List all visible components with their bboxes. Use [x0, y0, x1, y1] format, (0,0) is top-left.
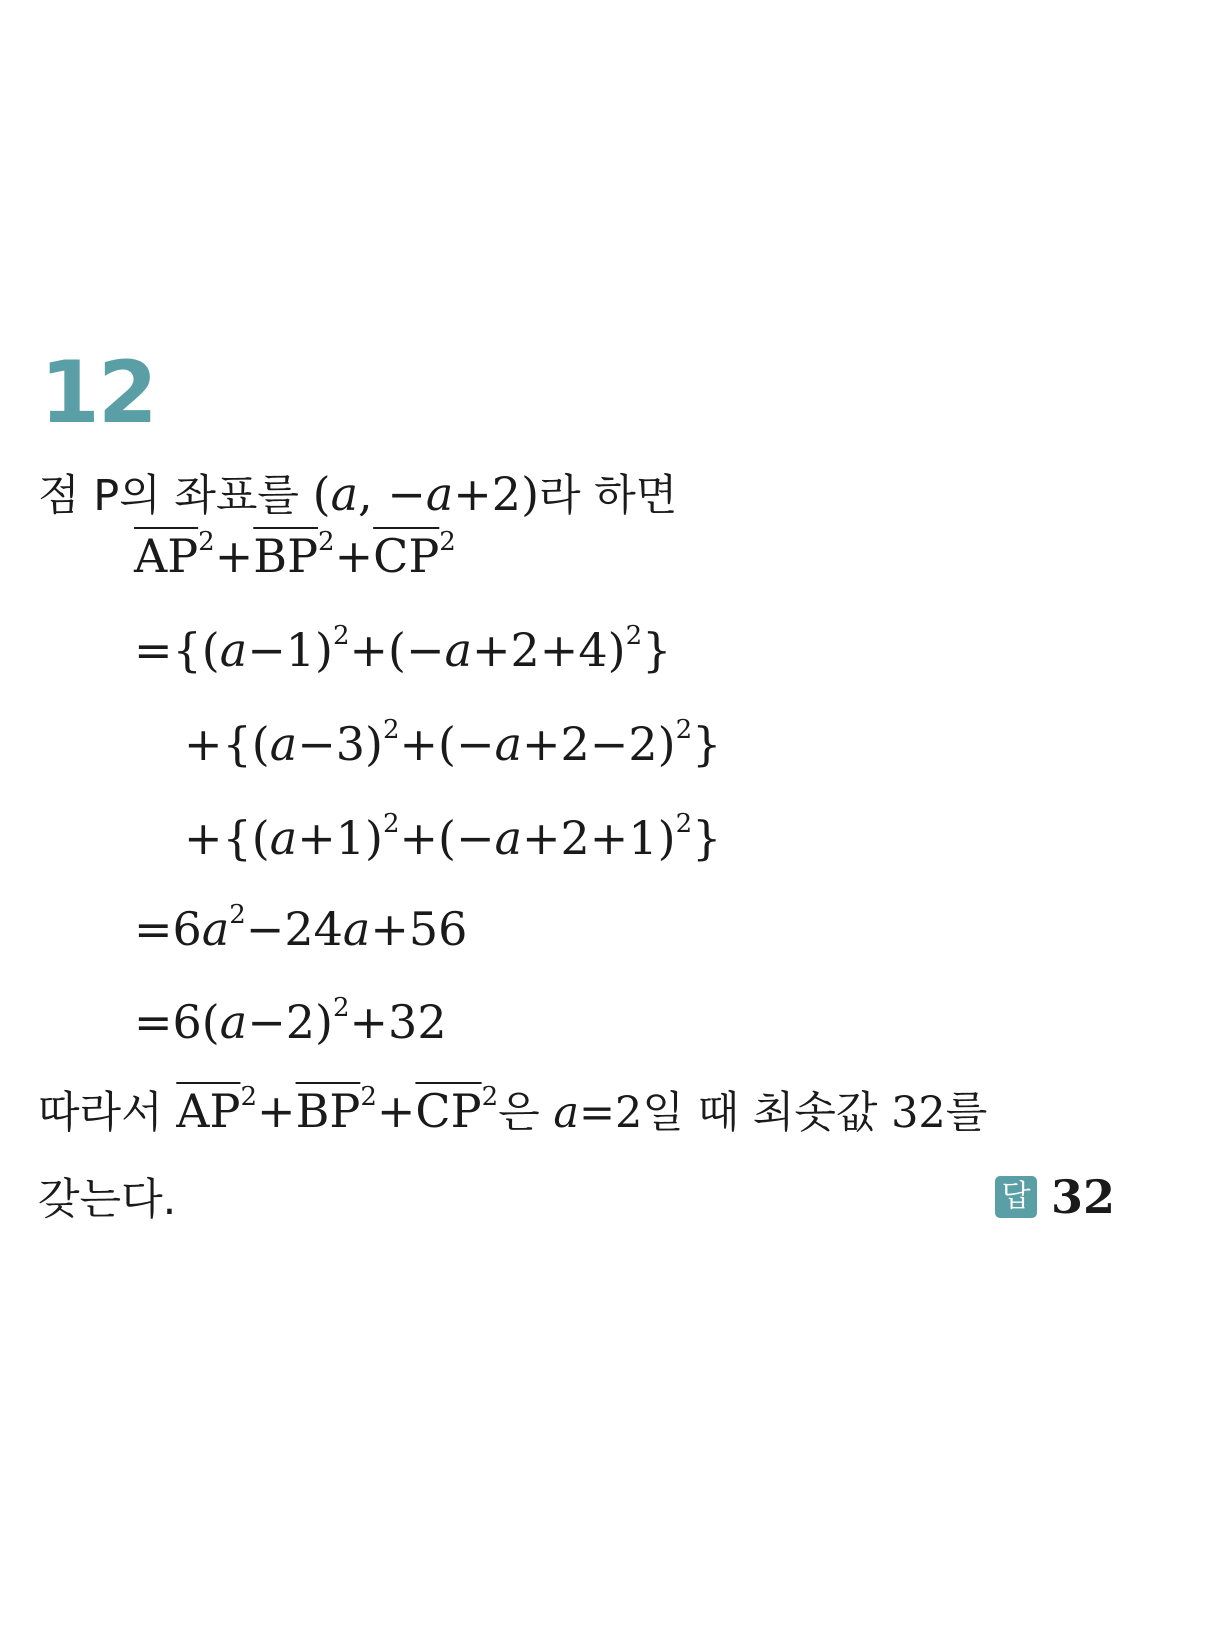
quadratic-render: $=6a^2-24a+56$ [134, 900, 468, 956]
answer-value: 32 [1050, 1170, 1115, 1224]
expansion-2-render: $+\{(a-3)^2+(-a+2-2)^2\}$ [184, 715, 722, 771]
answer-badge: 답 [995, 1176, 1037, 1218]
completed-square-line [134, 994, 447, 1050]
expansion-line-2 [184, 716, 721, 772]
conclusion-mid-render: 은 a=2일 때 최솟값 32를 [498, 1088, 988, 1138]
intro-line [38, 466, 677, 524]
conclusion-end-line [38, 1170, 176, 1228]
conclusion-sum-render: $\overline{AP}^2+\overline{BP}^2+\overline{CP}^2$ [176, 1082, 499, 1138]
conclusion-line [38, 1083, 987, 1141]
expansion-line-1 [134, 622, 671, 678]
intro-text-1: 점 P의 좌표를 [38, 471, 313, 521]
intro-text-2: 라 하면 [539, 471, 678, 521]
conclusion-end: 갖는다. [38, 1175, 177, 1225]
conclusion-prefix: 따라서 [38, 1088, 177, 1138]
sum-of-squares-line [134, 528, 456, 584]
completed-square-render: $=6(a-2)^2+32$ [134, 993, 447, 1049]
point-coordinates-render: (a, −a+2) [312, 467, 540, 521]
answer-box [995, 1172, 1115, 1222]
expansion-line-3 [184, 810, 721, 866]
problem-number: 12 [40, 343, 156, 443]
expansion-1-render: $=\{(a-1)^2+(-a+2+4)^2\}$ [134, 621, 672, 677]
quadratic-line [134, 901, 467, 957]
expansion-3-render: $+\{(a+1)^2+(-a+2+1)^2\}$ [184, 809, 722, 865]
sum-of-squares-render: $\overline{AP}^2+\overline{BP}^2+\overline{CP}^2$ [134, 527, 456, 583]
